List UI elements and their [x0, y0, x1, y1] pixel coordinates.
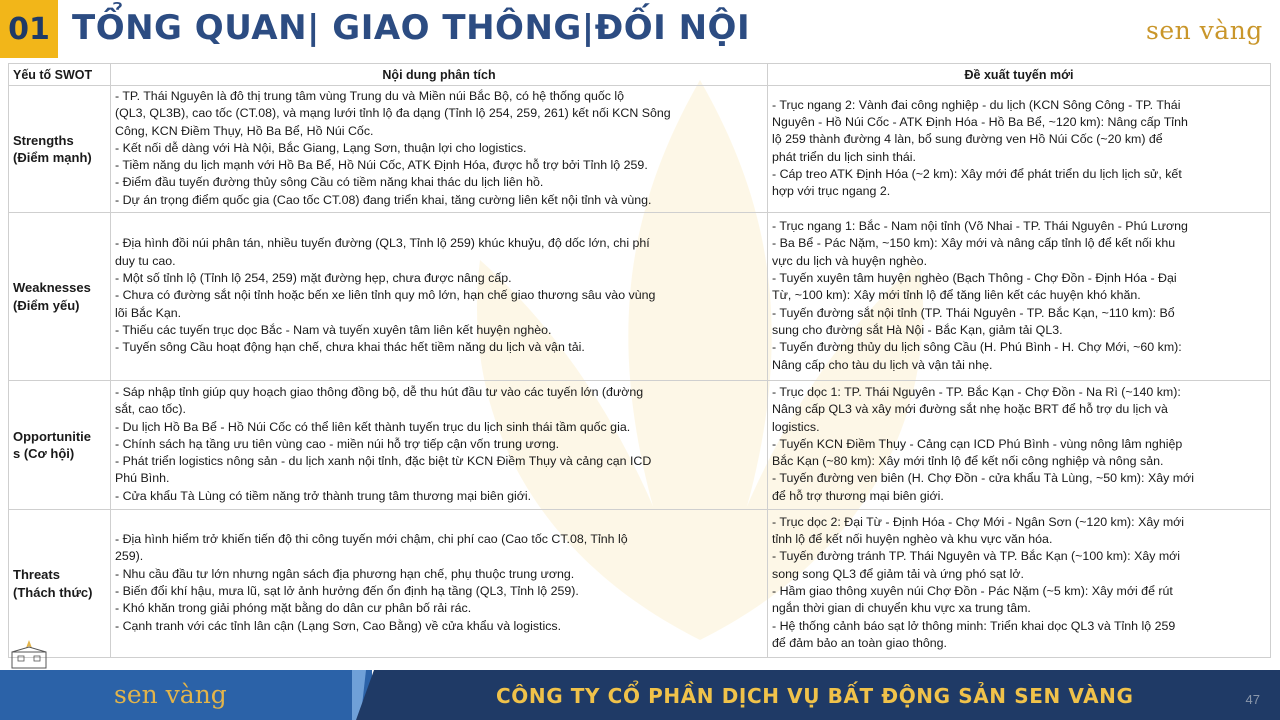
analysis-line: lõi Bắc Kạn.: [115, 305, 182, 320]
proposal-line: hợp với trục ngang 2.: [772, 184, 891, 199]
swot-factor-label: (Điểm yếu): [13, 297, 80, 313]
analysis-line: - Địa hình đồi núi phân tán, nhiều tuyến đường (QL3, Tỉnh lộ 259) khúc khuỷu, độ dốc lớn, chi phí: [115, 236, 650, 251]
analysis-cell: [111, 213, 768, 381]
analysis-line: (QL3, QL3B), cao tốc (CT.08), và mạng lưới tỉnh lộ đa dạng (Tỉnh lộ 254, 259, 261) kết nối KCN Sông: [115, 106, 671, 121]
swot-factor-label: (Thách thức): [13, 584, 93, 600]
proposal-line: - Hệ thống cảnh báo sạt lở thông minh: Triển khai dọc QL3 và Tỉnh lộ 259: [772, 618, 1176, 633]
footer-bar: [0, 670, 1280, 720]
analysis-line: duy tu cao.: [115, 253, 176, 268]
proposal-cell: [768, 213, 1271, 381]
proposal-cell: [768, 510, 1271, 658]
proposal-line: - Trục dọc 2: Đại Từ - Định Hóa - Chợ Mới - Ngân Sơn (~120 km): Xây mới: [772, 514, 1185, 529]
analysis-line: - Chính sách hạ tầng ưu tiên vùng cao - miền núi hỗ trợ tiếp cận vốn trung ương.: [115, 436, 560, 451]
table-header-row: [9, 64, 1271, 86]
proposal-line: - Tuyến KCN Điềm Thụy - Cảng cạn ICD Phú Bình - vùng nông lâm nghiệp: [772, 436, 1183, 451]
analysis-line: Công, KCN Điềm Thụy, Hồ Ba Bể, Hồ Núi Cốc.: [115, 123, 374, 138]
table-row: [9, 86, 1271, 213]
analysis-line: - Dự án trọng điểm quốc gia (Cao tốc CT.08) đang triển khai, tăng cường liên kết nội tỉnh và vùng.: [115, 192, 652, 207]
swot-factor-cell: [9, 510, 111, 658]
page-number: 47: [1245, 692, 1260, 707]
proposal-line: tỉnh lộ để kết nối huyện nghèo và khu vực văn hóa.: [772, 532, 1053, 547]
company-logo: [1146, 6, 1270, 50]
analysis-line: - Tiềm năng du lịch mạnh với Hồ Ba Bể, Hồ Núi Cốc, ATK Định Hóa, được hỗ trợ bởi Tỉnh lộ 259.: [115, 158, 648, 173]
proposal-line: vực du lịch và huyện nghèo.: [772, 253, 928, 268]
swot-factor-label: Opportunitie: [13, 428, 91, 444]
swot-factor-cell: [9, 213, 111, 381]
proposal-line: Từ, ~100 km): Xây mới tỉnh lộ để tăng liên kết các huyện khó khăn.: [772, 288, 1141, 303]
analysis-line: - Một số tỉnh lộ (Tỉnh lộ 254, 259) mặt đường hẹp, chưa được nâng cấp.: [115, 271, 512, 286]
proposal-line: ngắn thời gian di chuyển khu vực xa trung tâm.: [772, 601, 1031, 616]
analysis-line: - TP. Thái Nguyên là đô thị trung tâm vùng Trung du và Miền núi Bắc Bộ, có hệ thống quốc lộ: [115, 88, 625, 103]
analysis-cell: [111, 381, 768, 510]
proposal-line: - Trục ngang 2: Vành đai công nghiệp - du lịch (KCN Sông Công - TP. Thái: [772, 97, 1181, 112]
proposal-line: phát triển du lịch sinh thái.: [772, 149, 916, 164]
analysis-line: - Sáp nhập tỉnh giúp quy hoạch giao thông đồng bộ, dễ thu hút đầu tư vào các tuyến lớn (đường: [115, 384, 644, 399]
analysis-line: - Kết nối dễ dàng với Hà Nội, Bắc Giang, Lạng Sơn, thuận lợi cho logistics.: [115, 140, 527, 155]
corner-emblem-icon: [8, 638, 50, 670]
analysis-line: - Cửa khẩu Tà Lùng có tiềm năng trở thành trung tâm thương mại biên giới.: [115, 488, 532, 503]
header-analysis: Nội dung phân tích: [111, 64, 768, 86]
swot-factor-cell: [9, 381, 111, 510]
analysis-line: sắt, cao tốc).: [115, 402, 186, 417]
analysis-cell: [111, 86, 768, 213]
footer-left-panel: [0, 670, 372, 720]
analysis-line: - Du lịch Hồ Ba Bể - Hồ Núi Cốc có thể liên kết thành tuyến trục du lịch sinh thái tầm quốc gia.: [115, 419, 631, 434]
proposal-line: - Ba Bể - Pác Nặm, ~150 km): Xây mới và nâng cấp tỉnh lộ để kết nối khu: [772, 236, 1176, 251]
swot-factor-label: Strengths: [13, 132, 74, 148]
proposal-cell: [768, 381, 1271, 510]
proposal-line: sung cho đường sắt Hà Nội - Bắc Kạn, giảm tải QL3.: [772, 322, 1063, 337]
proposal-line: - Tuyến đường tránh TP. Thái Nguyên và TP. Bắc Kạn (~100 km): Xây mới: [772, 549, 1181, 564]
proposal-line: Nâng cấp QL3 và xây mới đường sắt nhẹ hoặc BRT để hỗ trợ du lịch và: [772, 402, 1168, 417]
analysis-line: - Địa hình hiểm trở khiến tiến độ thi công tuyến mới chậm, chi phí cao (Cao tốc CT.08, Tỉnh lộ: [115, 532, 628, 547]
proposal-line: - Tuyến đường ven biên (H. Chợ Đồn - cửa khẩu Tà Lùng, ~50 km): Xây mới: [772, 471, 1194, 486]
analysis-line: Phú Bình.: [115, 471, 170, 486]
proposal-line: Nâng cấp cho tàu du lịch và vận tải nhẹ.: [772, 357, 993, 372]
swot-factor-cell: [9, 86, 111, 213]
proposal-line: - Trục dọc 1: TP. Thái Nguyên - TP. Bắc Kạn - Chợ Đồn - Na Rì (~140 km):: [772, 384, 1181, 399]
proposal-line: lộ 259 thành đường 4 làn, bổ sung đường ven Hồ Núi Cốc (~20 km) để: [772, 132, 1163, 147]
proposal-line: - Cáp treo ATK Định Hóa (~2 km): Xây mới để phát triển du lịch lịch sử, kết: [772, 166, 1182, 181]
swot-factor-label: s (Cơ hội): [13, 446, 75, 461]
analysis-line: 259).: [115, 549, 144, 564]
table-row: [9, 381, 1271, 510]
analysis-line: - Nhu cầu đầu tư lớn nhưng ngân sách địa phương hạn chế, phụ thuộc trung ương.: [115, 566, 575, 581]
analysis-line: - Chưa có đường sắt nội tỉnh hoặc bến xe liên tỉnh quy mô lớn, hạn chế giao thương sâu vào vùng: [115, 288, 656, 303]
analysis-line: - Biến đổi khí hậu, mưa lũ, sạt lở ảnh hưởng đến ổn định hạ tầng (QL3, Tỉnh lộ 259).: [115, 584, 579, 598]
header-proposal: Đề xuất tuyến mới: [768, 64, 1271, 86]
swot-table: [8, 63, 1271, 658]
proposal-line: Nguyên - Hồ Núi Cốc - ATK Định Hóa - Hồ Ba Bể, ~120 km): Nâng cấp Tỉnh: [772, 114, 1188, 129]
analysis-line: - Thiếu các tuyến trục dọc Bắc - Nam và tuyến xuyên tâm liên kết huyện nghèo.: [115, 322, 552, 337]
analysis-line: - Tuyến sông Cầu hoạt động hạn chế, chưa khai thác hết tiềm năng du lịch và vận tải.: [115, 340, 585, 355]
proposal-line: song song QL3 để giảm tải và ứng phó sạt lở.: [772, 566, 1024, 581]
analysis-line: - Khó khăn trong giải phóng mặt bằng do dân cư phân bố rải rác.: [115, 601, 472, 616]
page-title: TỔNG QUAN| GIAO THÔNG|ĐỐI NỘI: [72, 8, 751, 48]
header-swot-factor: Yếu tố SWOT: [9, 64, 111, 86]
proposal-line: - Tuyến đường sắt nội tỉnh (TP. Thái Nguyên - TP. Bắc Kạn, ~110 km): Bổ: [772, 305, 1175, 320]
swot-factor-label: (Điểm mạnh): [13, 150, 92, 165]
proposal-line: - Tuyến đường thủy du lịch sông Cầu (H. Phú Bình - H. Chợ Mới, ~60 km):: [772, 340, 1182, 355]
analysis-line: - Phát triển logistics nông sản - du lịch xanh nội tỉnh, đặc biệt từ KCN Điềm Thụy và cảng cạn ICD: [115, 454, 652, 469]
section-number-badge: 01: [0, 0, 58, 58]
proposal-line: - Tuyến xuyên tâm huyện nghèo (Bạch Thông - Chợ Đồn - Định Hóa - Đại: [772, 271, 1177, 286]
proposal-cell: [768, 86, 1271, 213]
analysis-line: - Điểm đầu tuyến đường thủy sông Cầu có tiềm năng khai thác du lịch liên hồ.: [115, 175, 544, 190]
company-name: CÔNG TY CỔ PHẦN DỊCH VỤ BẤT ĐỘNG SẢN SEN VÀNG: [496, 684, 1134, 708]
swot-factor-label: Weaknesses: [13, 280, 91, 295]
proposal-line: để hỗ trợ thương mại biên giới.: [772, 488, 944, 503]
analysis-cell: [111, 510, 768, 658]
table-row: [9, 510, 1271, 658]
proposal-line: Bắc Kạn (~80 km): Xây mới tỉnh lộ để kết nối công nghiệp và nông sản.: [772, 454, 1164, 469]
footer-logo: sen vàng: [114, 680, 227, 709]
proposal-line: - Hầm giao thông xuyên núi Chợ Đồn - Pác Nặm (~5 km): Xây mới để rút: [772, 584, 1173, 598]
proposal-line: logistics.: [772, 419, 820, 434]
proposal-line: - Trục ngang 1: Bắc - Nam nội tỉnh (Võ Nhai - TP. Thái Nguyên - Phú Lương: [772, 219, 1188, 234]
swot-factor-label: Threats: [13, 567, 60, 582]
proposal-line: để đảm bảo an toàn giao thông.: [772, 635, 947, 650]
logo-text: sen vàng: [1146, 16, 1263, 45]
table-row: [9, 213, 1271, 381]
analysis-line: - Cạnh tranh với các tỉnh lân cận (Lạng Sơn, Cao Bằng) về cửa khẩu và logistics.: [115, 618, 562, 633]
